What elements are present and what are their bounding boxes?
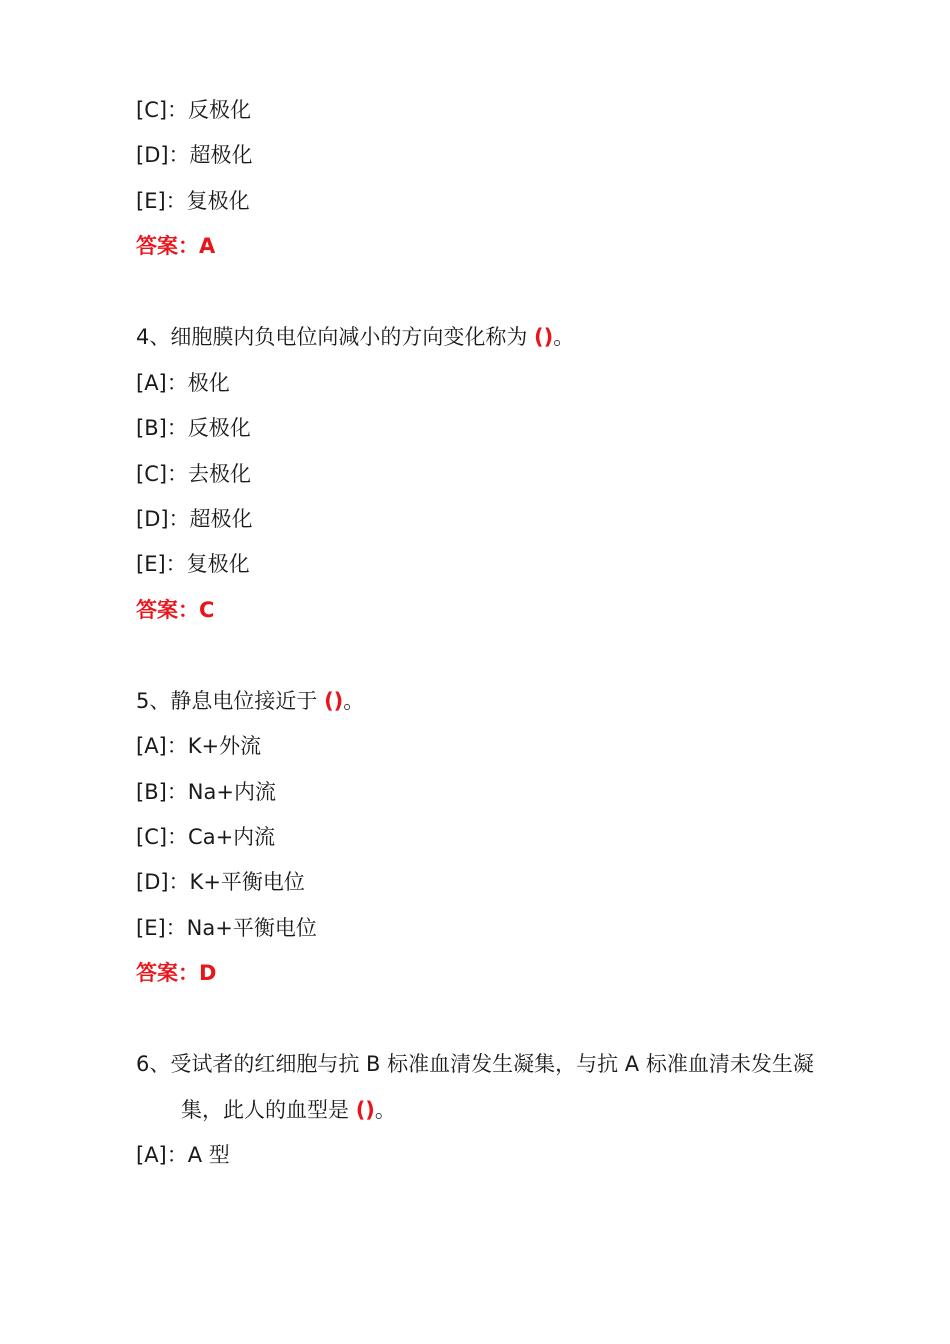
q5-answer: 答案：D [136,961,217,985]
q5-option-e: [E]：Na+平衡电位 [136,916,317,940]
q6-stem-text: 集，此人的血型是 [181,1098,349,1122]
q5-period: 。 [343,689,365,713]
q4-stem [136,322,574,352]
q4-answer: 答案：C [136,598,215,622]
q5-blank-paren: () [324,689,344,713]
q5-option-b: [B]：Na+内流 [136,780,276,804]
q4-option-c: [C]：去极化 [136,462,252,486]
q3-option-d: [D]：超极化 [136,143,253,167]
q6-blank-paren: () [355,1098,375,1122]
q6-stem-line1: 6、受试者的红细胞与抗 B 标准血清发生凝集，与抗 A 标准血清未发生凝 [136,1052,814,1076]
q6-stem-line2 [181,1095,396,1125]
q4-stem-text: 4、细胞膜内负电位向减小的方向变化称为 [136,325,528,349]
q4-period: 。 [553,325,575,349]
q3-option-c: [C]：反极化 [136,98,252,122]
q6-option-a: [A]：A 型 [136,1143,230,1167]
q5-option-c: [C]：Ca+内流 [136,825,276,849]
q4-option-d: [D]：超极化 [136,507,253,531]
q5-stem [136,686,364,716]
q5-option-d: [D]：K+平衡电位 [136,870,305,894]
q5-option-a: [A]：K+外流 [136,734,262,758]
q4-option-e: [E]：复极化 [136,552,250,576]
q4-blank-paren: () [534,325,554,349]
q3-answer: 答案：A [136,234,216,258]
q4-option-b: [B]：反极化 [136,416,251,440]
q4-option-a: [A]：极化 [136,371,230,395]
q6-period: 。 [374,1098,396,1122]
q3-option-e: [E]：复极化 [136,189,250,213]
q5-stem-text: 5、静息电位接近于 [136,689,318,713]
